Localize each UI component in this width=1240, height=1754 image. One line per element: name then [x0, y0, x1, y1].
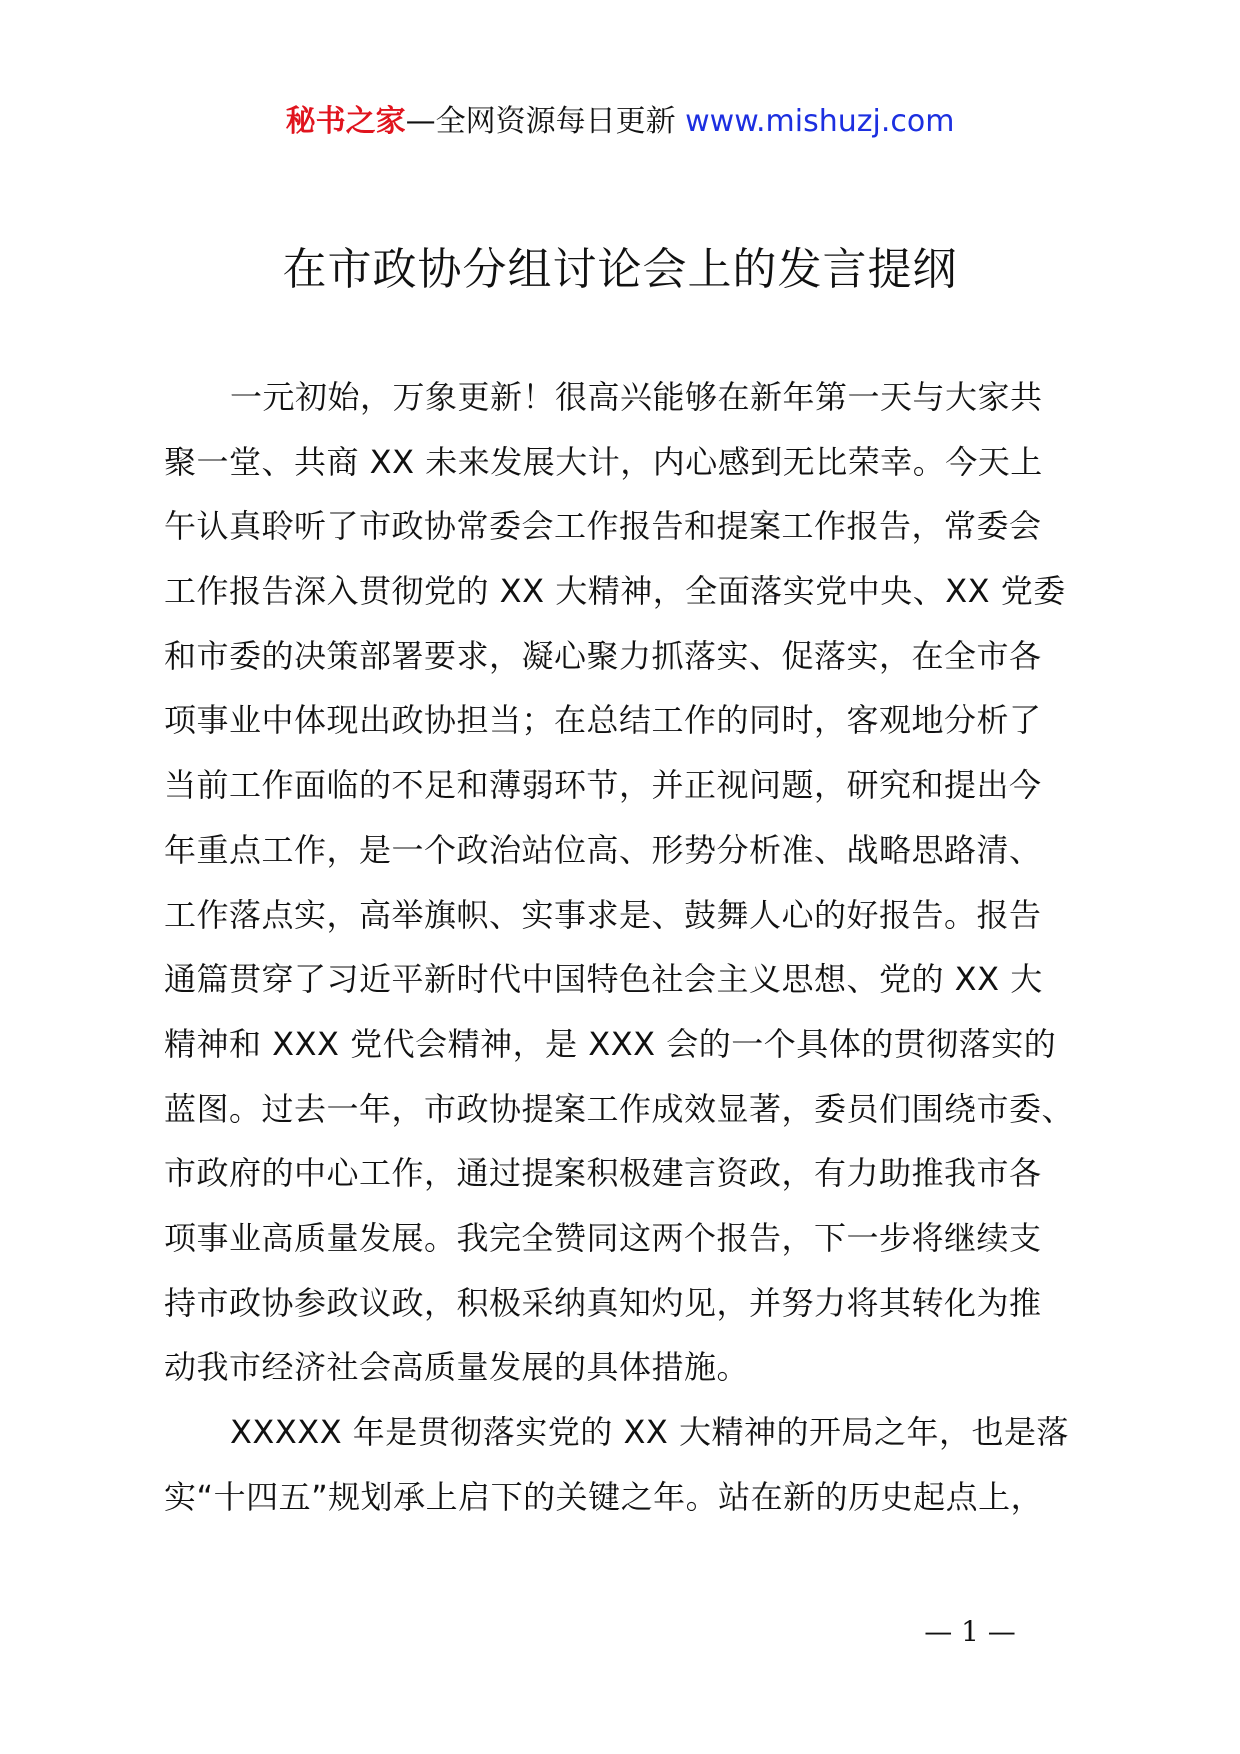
- site-header: [0, 100, 1240, 144]
- document-title: 在市政协分组讨论会上的发言提纲: [282, 244, 958, 295]
- body-line: 通篇贯穿了习近平新时代中国特色社会主义思想、党的 XX 大: [164, 960, 1043, 999]
- body-line: 市政府的中心工作，通过提案积极建言资政，有力助推我市各: [164, 1154, 1042, 1193]
- body-line: 工作落点实，高举旗帜、实事求是、鼓舞人心的好报告。报告: [164, 895, 1042, 934]
- body-line: 持市政协参政议政，积极采纳真知灼见，并努力将其转化为推: [164, 1283, 1042, 1322]
- body-line: 工作报告深入贯彻党的 XX 大精神，全面落实党中央、XX 党委: [164, 572, 1066, 611]
- body-line: 和市委的决策部署要求，凝心聚力抓落实、促落实，在全市各: [164, 636, 1042, 675]
- site-url-link[interactable]: www.mishuzj.com: [685, 104, 955, 139]
- body-line: 项事业中体现出政协担当；在总结工作的同时，客观地分析了: [164, 701, 1042, 740]
- body-line: 午认真聆听了市政协常委会工作报告和提案工作报告，常委会: [164, 507, 1042, 546]
- body-line: 一元初始，万象更新！很高兴能够在新年第一天与大家共: [230, 378, 1043, 416]
- page-number: — 1 —: [924, 1615, 1016, 1648]
- site-slogan: —全网资源每日更新: [405, 104, 686, 139]
- body-line: 实“十四五”规划承上启下的关键之年。站在新的历史起点上，: [164, 1477, 1044, 1516]
- body-line: 动我市经济社会高质量发展的具体措施。: [164, 1348, 750, 1387]
- body-line: 蓝图。过去一年，市政协提案工作成效显著，委员们围绕市委、: [164, 1089, 1075, 1128]
- document-body: [164, 365, 1100, 1529]
- body-line: XXXXX 年是贯彻落实党的 XX 大精神的开局之年，也是落: [230, 1413, 1069, 1451]
- body-line: 项事业高质量发展。我完全赞同这两个报告，下一步将继续支: [164, 1218, 1042, 1257]
- body-line: 年重点工作，是一个政治站位高、形势分析准、战略思路清、: [164, 830, 1042, 869]
- site-name: 秘书之家: [285, 104, 406, 139]
- body-line: 精神和 XXX 党代会精神，是 XXX 会的一个具体的贯彻落实的: [164, 1024, 1057, 1063]
- body-line: 当前工作面临的不足和薄弱环节，并正视问题，研究和提出今: [164, 766, 1042, 805]
- body-line: 聚一堂、共商 XX 未来发展大计，内心感到无比荣幸。今天上: [164, 442, 1043, 481]
